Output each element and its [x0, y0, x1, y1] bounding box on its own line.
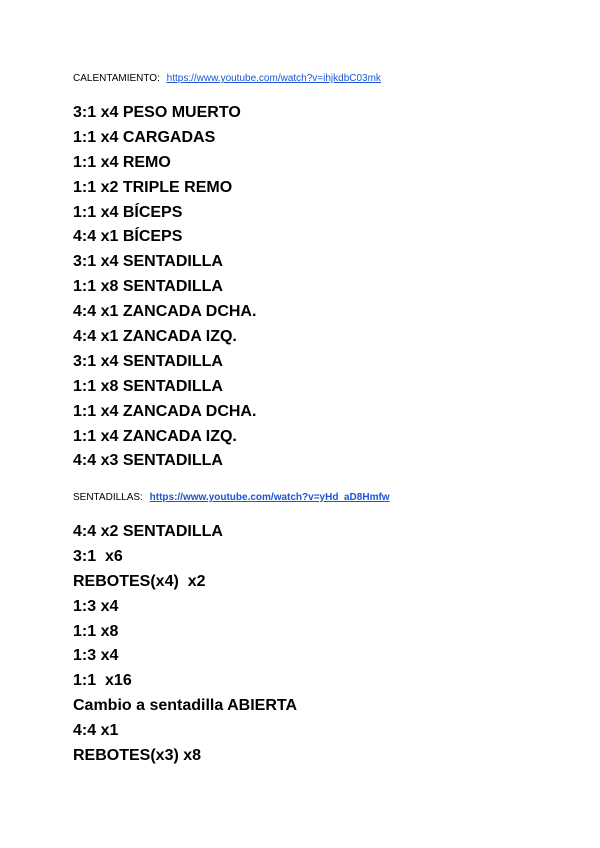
warmup-exercise-list	[73, 101, 256, 474]
warmup-label: CALENTAMIENTO:	[73, 73, 160, 84]
exercise-line: 3:1 x4 PESO MUERTO	[73, 104, 241, 121]
exercise-line: 1:1 x16	[73, 672, 132, 690]
exercise-line: 4:4 x1 ZANCADA DCHA.	[73, 303, 257, 321]
exercise-line: 4:4 x1 BÍCEPS	[73, 228, 183, 246]
exercise-line: 4:4 x2 SENTADILLA	[73, 523, 223, 540]
exercise-line: 3:1 x4 SENTADILLA	[73, 352, 223, 370]
warmup-video-link[interactable]: https://www.youtube.com/watch?v=ihjkdbC03mk	[166, 73, 381, 84]
exercise-line: REBOTES(x4) x2	[73, 572, 206, 590]
exercise-line: 1:1 x8 SENTADILLA	[73, 377, 223, 395]
squats-video-link[interactable]: https://www.youtube.com/watch?v=yHd_aD8Hmfw	[149, 492, 390, 503]
squats-label: SENTADILLAS:	[73, 492, 143, 503]
exercise-line: 1:1 x2 TRIPLE REMO	[73, 178, 233, 196]
exercise-line: 3:1 x6	[73, 547, 123, 565]
exercise-line: 1:1 x4 ZANCADA DCHA.	[73, 402, 257, 420]
exercise-line: 4:4 x3 SENTADILLA	[73, 452, 223, 470]
exercise-line: 4:4 x1 ZANCADA IZQ.	[73, 328, 237, 346]
exercise-line: 1:1 x4 CARGADAS	[73, 128, 216, 146]
exercise-line: Cambio a sentadilla ABIERTA	[73, 697, 298, 715]
exercise-line: 1:1 x8	[73, 622, 119, 640]
squats-exercise-list	[73, 520, 297, 769]
warmup-heading	[73, 73, 381, 85]
exercise-line: 1:1 x4 BÍCEPS	[73, 203, 183, 221]
exercise-line: 1:1 x8 SENTADILLA	[73, 278, 223, 296]
exercise-line: 4:4 x1	[73, 722, 119, 740]
exercise-line: 1:1 x4 REMO	[73, 153, 171, 171]
exercise-line: REBOTES(x3) x8	[73, 747, 202, 765]
exercise-line: 1:3 x4	[73, 597, 119, 615]
exercise-line: 1:1 x4 ZANCADA IZQ.	[73, 427, 237, 445]
exercise-line: 1:3 x4	[73, 647, 119, 665]
squats-heading	[73, 492, 390, 504]
exercise-line: 3:1 x4 SENTADILLA	[73, 253, 223, 271]
